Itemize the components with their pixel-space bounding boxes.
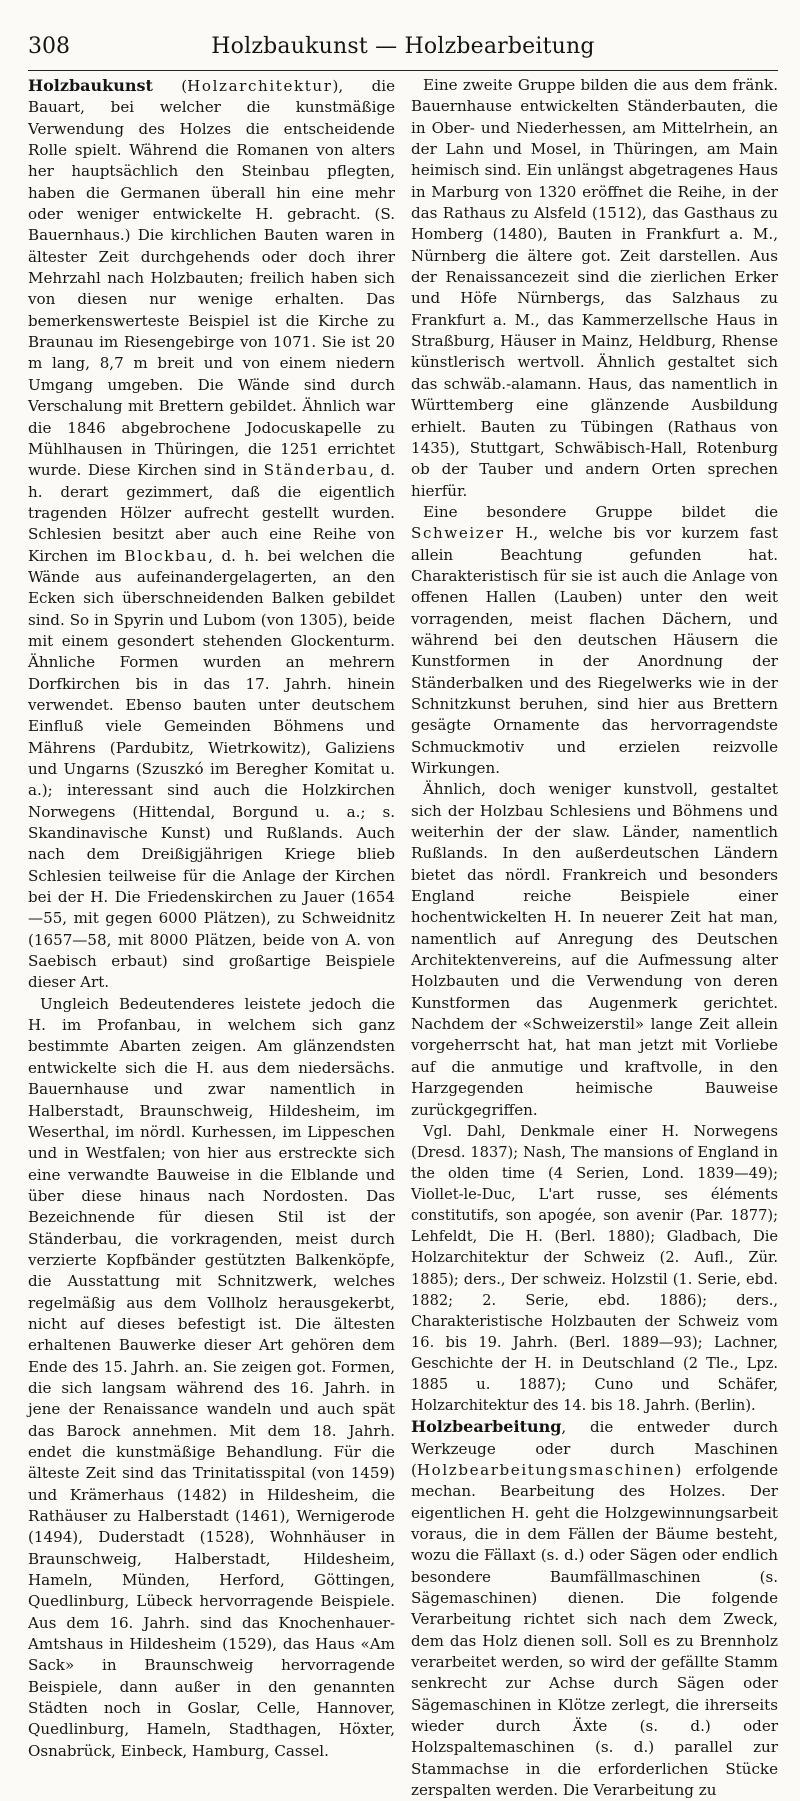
headword-holzbaukunst: Holzbaukunst <box>28 76 153 95</box>
term-blockbau: Blockbau <box>124 546 209 565</box>
term-schweizer: Schweizer <box>411 524 505 543</box>
paragraph-swiss-group <box>411 502 778 779</box>
paragraph-text: , d. h. bei welchen die Wände aus aufeinandergelagerten, an den Ecken sich überschneidenden Balken gebildet sind. So in Spyrin und Lubom (von 1305), beide mit einem gesondert stehenden Glockenturm. Ähnliche Formen wurden an mehrern Dorfkirchen bis in das 17. Jahrh. hinein verwendet. Ebenso bauten unter deutschem Einfluß viele Gemeinden Böhmens und Mährens (Pardubitz, Wietrkowitz), Galiziens und Ungarns (Szuszkó im Beregher Komitat u. a.); interessant sind auch die Holzkirchen Norwegens (Hittendal, Borgund u. a.; s. Skandinavische Kunst) und Rußlands. Auch nach dem Dreißigjährigen Kriege blieb Schlesien teilweise für die Anlage der Kirchen bei der H. Die Friedenskirchen zu Jauer (1654—55, mit gegen 6000 Plätzen), zu Schweidnitz (1657—58, mit 8000 Plätzen, beide von A. von Saebisch erbaut) sind großartige Beispiele dieser Art. <box>28 546 395 992</box>
paragraph-text: , die entweder durch Werkzeuge oder durch Maschinen ( <box>411 1418 778 1479</box>
entry-holzbearbeitung <box>411 1416 778 1801</box>
paragraph-second-group: Eine zweite Gruppe bilden die aus dem fränk. Bauernhause entwickelten Ständerbauten, die in Ober- und Niederhessen, am Mittelrhein, an der Lahn und Mosel, in Thüringen, am Main heimisch sind. Ein unlängst abgetragenes Haus in Marburg von 1320 eröffnet die Reihe, in der das Rathaus zu Alsfeld (1512), das Gasthaus zu Homberg (1480), Bauten in Frankfurt a. M., Nürnberg die ältere got. Zeit darstellen. Aus der Renaissancezeit sind die zierlichen Erker und Höfe Nürnbergs, das Salzhaus zu Frankfurt a. M., das Kammerzellsche Haus in Straßburg, Häuser in Mainz, Heldburg, Rhense künstlerisch wertvoll. Ähnlich gestaltet sich das schwäb.-alamann. Haus, das namentlich in Württemberg eine glänzende Ausbildung erhielt. Bauten zu Tübingen (Rathaus von 1435), Stuttgart, Schwäbisch-Hall, Rotenburg ob der Tauber und andern Orten sprechen hierfür. <box>411 76 778 500</box>
page-number: 308 <box>28 34 70 59</box>
paragraph-profanbau: Ungleich Bedeutenderes leistete jedoch die H. im Profanbau, in welchem sich ganz bestimmte Abarten zeigen. Am glänzendsten entwickelte sich die H. aus dem niedersächs. Bauernhause und zwar namentlich in Halberstadt, Braunschweig, Hildesheim, im Weserthal, im nördl. Kurhessen, im Lippeschen und in Westfalen; von hier aus erstreckte sich eine verwandte Bauweise in die Elblande und über diese hinaus nach Nordosten. Das Bezeichnende für diesen Stil ist der Ständerbau, die vorkragenden, meist durch verzierte Kopfbänder gestützten Balkenköpfe, die Ausstattung mit Schnitzwerk, welches regelmäßig aus dem Vollholz herausgekerbt, nicht auf dieses befestigt ist. Die ältesten erhaltenen Bauwerke dieser Art gehören dem Ende des 15. Jahrh. an. Sie zeigen got. Formen, die sich langsam während des 16. Jahrh. in jene der Renaissance wandeln und auch spät das Barock annehmen. Mit dem 18. Jahrh. endet die kunstmäßige Behandlung. Für die älteste Zeit sind das Trinitatisspital (von 1459) und Krämerhaus (1482) in Hildesheim, die Rathäuser zu Halberstadt (1461), Wernigerode (1494), Duderstadt (1528), Wohnhäuser in Braunschweig, Halberstadt, Hildesheim, Hameln, Münden, Herford, Göttingen, Quedlinburg, Lübeck hervorragende Beispiele. Aus dem 16. Jahrh. sind das Knochenhauer-Amtshaus in Hildesheim (1529), das Haus «Am Sack» in Braunschweig hervorragende Beispiele, dann außer in den genannten Städten noch in Goslar, Celle, Hannover, Quedlinburg, Hameln, Stadthagen, Höxter, Osnabrück, Einbeck, Hamburg, Cassel. <box>28 994 395 1760</box>
paren-open: ( <box>181 77 188 95</box>
paragraph-similar-buildings: Ähnlich, doch weniger kunstvoll, gestaltet sich der Holzbau Schlesiens und Böhmens und weiterhin der der slaw. Länder, namentlich Rußlands. In den außerdeutschen Ländern bietet das nördl. Frankreich und besonders England reiche Beispiele einer hochentwickelten H. In neuerer Zeit hat man, namentlich auf Anregung des Deutschen Architektenvereins, auf die Aufmessung alter Holzbauten und die Verwendung von deren Kunstformen das Augenmerk gerichtet. Nachdem der «Schweizerstil» lange Zeit allein vorgeherrscht hat, hat man jetzt mit Vorliebe auf die anmutige und kraftvolle, in den Harzgegenden heimische Bauweise zurückgegriffen. <box>411 780 778 1119</box>
term-holzarchitektur: Holzarchitektur <box>187 77 333 95</box>
left-column <box>28 75 395 1760</box>
paragraph-text: , d. h. derart gezimmert, daß die eigentlich tragenden Hölzer aufrecht gestellt wurden. Schlesien besitzt aber auch eine Reihe von Kirchen im <box>28 461 395 565</box>
right-column <box>411 75 778 1799</box>
term-holzbearbeitungsmaschinen: Holzbearbeitungsmaschinen <box>416 1460 676 1479</box>
term-staenderbau: Ständerbau <box>263 461 370 480</box>
running-head: Holzbaukunst — Holzbearbeitung <box>211 34 595 59</box>
text-columns <box>28 75 778 1799</box>
paragraph-text: ), die Bauart, bei welcher die kunstmäßige Verwendung des Holzes die entscheidende Rolle spielt. Während die Romanen von alters her hauptsächlich den Steinbau pflegten, haben die Germanen überall hin eine mehr oder weniger entwickelte H. gebracht. (S. Bauernhaus.) Die kirchlichen Bauten waren in ältester Zeit durchgehends oder doch ihrer Mehrzahl nach Holzbauten; freilich haben sich von diesen nur wenige erhalten. Das bemerkenswerteste Beispiel ist die Kirche zu Braunau im Riesengebirge von 1071. Sie ist 20 m lang, 8,7 m breit und von einem niedern Umgang umgeben. Die Wände sind durch Verschalung mit Brettern gebildet. Ähnlich war die 1846 abgebrochene Jodocuskapelle zu Mühlhausen in Thüringen, die 1251 errichtet wurde. Diese Kirchen sind in <box>28 77 395 480</box>
paragraph-text: ) erfolgende mechan. Bearbeitung des Holzes. Der eigentlichen H. geht die Holzgewinnungsarbeit voraus, die in dem Fällen der Bäume besteht, wozu die Fällaxt (s. d.) oder Sägen oder endlich besondere Baumfällmaschinen (s. Sägemaschinen) dienen. Die folgende Verarbeitung richtet sich nach dem Zweck, dem das Holz dienen soll. Soll es zu Brennholz verarbeitet werden, so wird der gefällte Stamm senkrecht zur Achse durch Sägen oder Sägemaschinen in Klötze zerlegt, die ihrerseits wieder durch Äxte (s. d.) oder Holzspaltemaschinen (s. d.) parallel zur Stammachse in die erforderlichen Stücke zerspalten werden. Die Verarbeitung zu <box>411 1460 778 1799</box>
page-header <box>28 30 778 71</box>
paragraph-text: H., welche bis vor kurzem fast allein Beachtung gefunden hat. Charakteristisch für sie ist auch die Anlage von offenen Hallen (Lauben) unter den weit vorragenden, meist flachen Dächern, und während bei den deutschen Häusern die Kunstformen in der Anordnung der Ständerbalken und des Riegelwerks wie in der Schnitzkunst beruhen, sind hier aus Brettern gesägte Ornamente das hervorragendste Schmuckmotiv und erzielen reizvolle Wirkungen. <box>411 524 778 777</box>
entry-holzbaukunst-intro <box>28 75 395 994</box>
paragraph-text: Eine besondere Gruppe bildet die <box>423 502 778 521</box>
headword-holzbearbeitung: Holzbearbeitung <box>411 1417 562 1437</box>
bibliography: Vgl. Dahl, Denkmale einer H. Norwegens (Dresd. 1837); Nash, The mansions of England in the olden time (4 Serien, Lond. 1839—49); Viollet-le-Duc, L'art russe, ses éléments constitutifs, son apogée, son avenir (Par. 1877); Lehfeldt, Die H. (Berl. 1880); Gladbach, Die Holzarchitektur der Schweiz (2. Aufl., Zür. 1885); ders., Der schweiz. Holzstil (1. Serie, ebd. 1882; 2. Serie, ebd. 1886); ders., Charakteristische Holzbauten der Schweiz vom 16. bis 19. Jahrh. (Berl. 1889—93); Lachner, Geschichte der H. in Deutschland (2 Tle., Lpz. 1885 u. 1887); Cuno und Schäfer, Holzarchitektur des 14. bis 18. Jahrh. (Berlin). <box>411 1122 778 1415</box>
